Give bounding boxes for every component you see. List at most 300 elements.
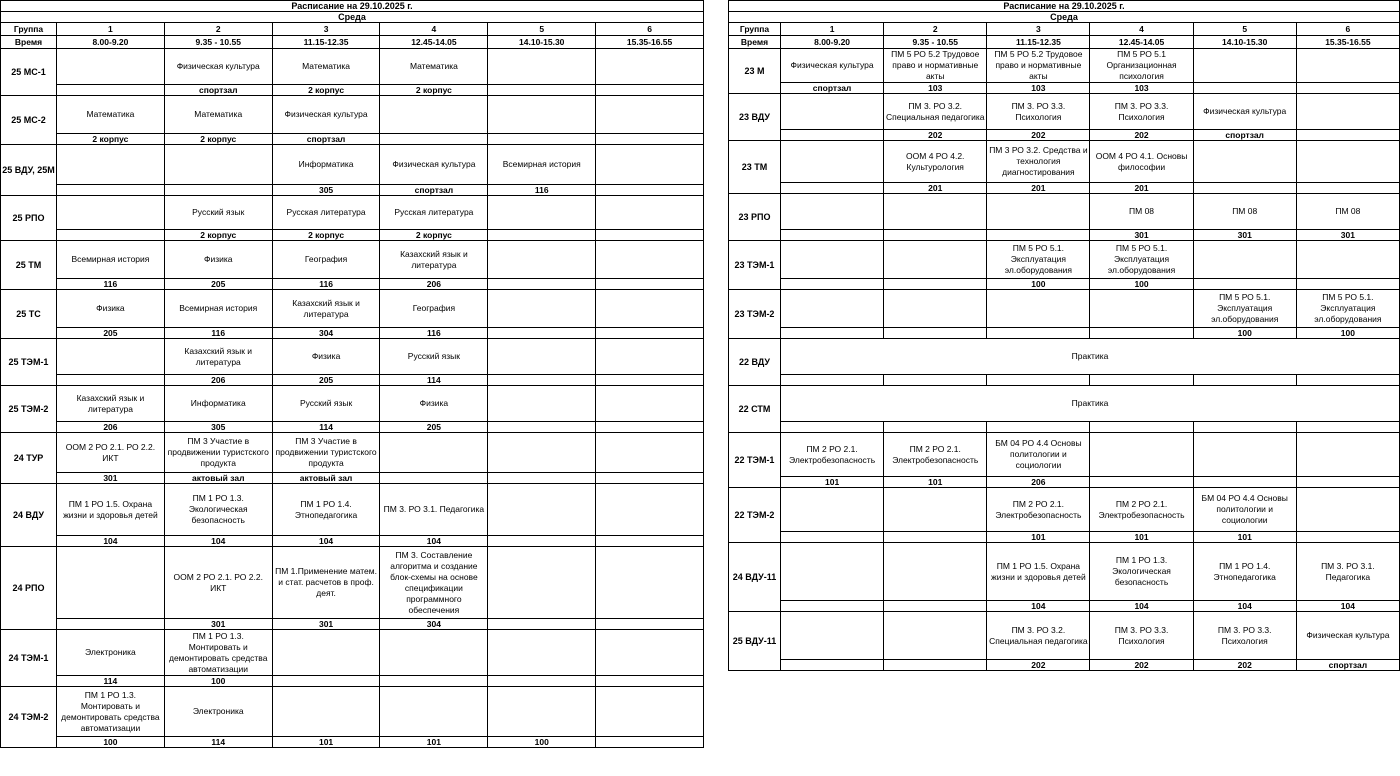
subject-cell: ПМ 3 Участие в продвижении туристского продукта: [164, 433, 272, 473]
subject-cell: ПМ 3. РО 3.2. Специальная педагогика: [884, 94, 987, 130]
group-row: [729, 339, 1400, 375]
subject-cell: Математика: [57, 96, 165, 134]
schedule-title: Расписание на 29.10.2025 г.: [729, 1, 1400, 12]
room-row: [1, 328, 704, 339]
room-cell: [1090, 477, 1193, 488]
group-name: 25 МС-2: [1, 96, 57, 145]
group-name: 25 ВДУ-11: [729, 612, 781, 671]
subject-cell: [781, 241, 884, 279]
room-cell: [596, 676, 704, 687]
subject-cell: ПМ 3. РО 3.3. Психология: [1193, 612, 1296, 660]
room-cell: 2 корпус: [272, 230, 380, 241]
subject-cell: ПМ 1 РО 1.3. Экологическая безопасность: [164, 484, 272, 536]
group-name: 22 ТЭМ-2: [729, 488, 781, 543]
room-cell: [781, 130, 884, 141]
room-row: [1, 230, 704, 241]
lesson-number-header: 4: [380, 23, 488, 36]
room-cell: [884, 532, 987, 543]
room-cell: [781, 279, 884, 290]
room-row: [729, 83, 1400, 94]
room-cell: [596, 328, 704, 339]
subject-cell: Физика: [164, 241, 272, 279]
room-cell: [781, 532, 884, 543]
room-cell: 301: [1296, 230, 1399, 241]
room-cell: [380, 134, 488, 145]
subject-cell: [1193, 241, 1296, 279]
room-row: [1, 737, 704, 748]
time-header: Время: [729, 36, 781, 49]
subject-cell: ПМ 1.Применение матем. и стат. расчетов в проф. деят.: [272, 547, 380, 619]
subject-cell: [1296, 433, 1399, 477]
subject-cell: [596, 241, 704, 279]
room-cell: [781, 422, 884, 433]
subject-cell: ПМ 5 РО 5.2 Трудовое право и нормативные акты: [987, 49, 1090, 83]
lesson-time-header: 12.45-14.05: [380, 36, 488, 49]
room-row: [1, 536, 704, 547]
room-cell: [1296, 375, 1399, 386]
room-cell: [1090, 422, 1193, 433]
group-row: [729, 49, 1400, 83]
room-cell: актовый зал: [272, 473, 380, 484]
room-cell: 2 корпус: [380, 85, 488, 96]
lesson-time-header: 9.35 - 10.55: [164, 36, 272, 49]
room-cell: [488, 536, 596, 547]
room-cell: [488, 375, 596, 386]
room-cell: 201: [987, 183, 1090, 194]
subject-cell: ПМ 08: [1193, 194, 1296, 230]
subject-cell: Всемирная история: [164, 290, 272, 328]
subject-cell: Физическая культура: [1193, 94, 1296, 130]
room-cell: 206: [57, 422, 165, 433]
group-row: [729, 543, 1400, 601]
room-cell: [1193, 279, 1296, 290]
room-cell: 305: [272, 185, 380, 196]
subject-cell: ПМ 3. РО 3.3. Психология: [1090, 94, 1193, 130]
subject-cell: [884, 543, 987, 601]
group-name: 23 ТЭМ-1: [729, 241, 781, 290]
lesson-time-header: 11.15-12.35: [272, 36, 380, 49]
subject-cell: БМ 04 РО 4.4 Основы политологии и социологии: [987, 433, 1090, 477]
room-cell: 114: [380, 375, 488, 386]
room-cell: 114: [272, 422, 380, 433]
room-cell: 301: [272, 619, 380, 630]
room-cell: 206: [380, 279, 488, 290]
group-name: 22 ТЭМ-1: [729, 433, 781, 488]
group-name: 23 М: [729, 49, 781, 94]
subject-cell: Физика: [380, 386, 488, 422]
room-cell: [57, 375, 165, 386]
room-cell: 304: [272, 328, 380, 339]
subject-cell: [57, 49, 165, 85]
lesson-time-header: 9.35 - 10.55: [884, 36, 987, 49]
subject-cell: ПМ 5 РО 5.1. Эксплуатация эл.оборудования: [1090, 241, 1193, 279]
subject-cell: Математика: [272, 49, 380, 85]
room-cell: 101: [884, 477, 987, 488]
subject-cell: Информатика: [272, 145, 380, 185]
group-name: 24 ВДУ-11: [729, 543, 781, 612]
subject-cell: Казахский язык и литература: [272, 290, 380, 328]
subject-cell: [596, 96, 704, 134]
subject-cell: ПМ 3 Участие в продвижении туристского продукта: [272, 433, 380, 473]
schedule-table-left: [0, 0, 704, 748]
subject-cell: Казахский язык и литература: [57, 386, 165, 422]
subject-cell: Казахский язык и литература: [164, 339, 272, 375]
room-cell: [781, 230, 884, 241]
subject-cell: Физическая культура: [380, 145, 488, 185]
room-row: [729, 477, 1400, 488]
room-cell: [781, 660, 884, 671]
room-cell: [1296, 422, 1399, 433]
schedule-title: Расписание на 29.10.2025 г.: [1, 1, 704, 12]
subject-cell: [57, 547, 165, 619]
subject-cell: [596, 547, 704, 619]
room-cell: [596, 375, 704, 386]
subject-cell: Физическая культура: [1296, 612, 1399, 660]
lesson-time-header: 11.15-12.35: [987, 36, 1090, 49]
lesson-time-header: 15.35-16.55: [596, 36, 704, 49]
subject-cell: Информатика: [164, 386, 272, 422]
lesson-number-header: 6: [596, 23, 704, 36]
subject-cell: [272, 630, 380, 676]
lesson-number-header: 2: [164, 23, 272, 36]
group-row: [1, 339, 704, 375]
room-row: [729, 601, 1400, 612]
subject-cell: ПМ 08: [1090, 194, 1193, 230]
room-cell: [488, 473, 596, 484]
room-cell: 305: [164, 422, 272, 433]
room-cell: 101: [1193, 532, 1296, 543]
subject-cell: [488, 630, 596, 676]
subject-cell: Русский язык: [164, 196, 272, 230]
room-cell: 104: [987, 601, 1090, 612]
room-cell: [884, 660, 987, 671]
lesson-number-header: 3: [987, 23, 1090, 36]
group-row: [729, 241, 1400, 279]
subject-cell: ПМ 2 РО 2.1. Электробезопасность: [781, 433, 884, 477]
group-row: [729, 386, 1400, 422]
subject-cell: [380, 96, 488, 134]
subject-cell: Математика: [380, 49, 488, 85]
room-cell: [1296, 477, 1399, 488]
subject-cell: ПМ 1 РО 1.4. Этнопедагогика: [272, 484, 380, 536]
room-row: [1, 676, 704, 687]
room-cell: 301: [57, 473, 165, 484]
lesson-time-header: 8.00-9.20: [57, 36, 165, 49]
room-row: [1, 134, 704, 145]
subject-cell: Электроника: [57, 630, 165, 676]
group-row: [1, 241, 704, 279]
subject-cell: Физическая культура: [781, 49, 884, 83]
room-row: [729, 183, 1400, 194]
group-name: 23 ТЭМ-2: [729, 290, 781, 339]
room-cell: 101: [1090, 532, 1193, 543]
room-row: [1, 85, 704, 96]
room-cell: [488, 85, 596, 96]
subject-cell: [1296, 141, 1399, 183]
subject-cell: [884, 290, 987, 328]
subject-cell: [1193, 433, 1296, 477]
subject-cell: [488, 386, 596, 422]
subject-cell: [488, 433, 596, 473]
room-cell: [781, 375, 884, 386]
room-cell: 201: [1090, 183, 1193, 194]
room-cell: [488, 676, 596, 687]
room-cell: 202: [884, 130, 987, 141]
subject-cell: ПМ 2 РО 2.1. Электробезопасность: [987, 488, 1090, 532]
room-cell: 104: [1090, 601, 1193, 612]
lesson-number-header: 5: [488, 23, 596, 36]
subject-cell: [884, 241, 987, 279]
subject-cell: [488, 96, 596, 134]
lesson-number-header: 6: [1296, 23, 1399, 36]
group-row: [1, 49, 704, 85]
room-cell: [1090, 328, 1193, 339]
room-cell: [488, 279, 596, 290]
subject-cell: [596, 687, 704, 737]
subject-cell: [1193, 141, 1296, 183]
room-row: [1, 185, 704, 196]
room-cell: [884, 422, 987, 433]
subject-cell: Русский язык: [380, 339, 488, 375]
subject-cell: [596, 196, 704, 230]
subject-cell: [596, 290, 704, 328]
subject-cell: [488, 339, 596, 375]
subject-cell: [1296, 488, 1399, 532]
group-row: [729, 433, 1400, 477]
subject-cell: ООМ 4 РО 4.1. Основы философии: [1090, 141, 1193, 183]
subject-cell: БМ 04 РО 4.4 Основы политологии и социологии: [1193, 488, 1296, 532]
subject-cell: ПМ 3. РО 3.3. Психология: [1090, 612, 1193, 660]
subject-cell: [272, 687, 380, 737]
room-cell: [1296, 130, 1399, 141]
room-cell: 301: [164, 619, 272, 630]
room-cell: 2 корпус: [164, 230, 272, 241]
subject-cell: Электроника: [164, 687, 272, 737]
group-row: [1, 484, 704, 536]
subject-cell: [596, 145, 704, 185]
subject-cell: [781, 94, 884, 130]
room-cell: спортзал: [380, 185, 488, 196]
room-cell: 116: [272, 279, 380, 290]
room-cell: [781, 601, 884, 612]
subject-cell: ПМ 3. РО 3.1. Педагогика: [1296, 543, 1399, 601]
group-row: [1, 630, 704, 676]
room-cell: 114: [57, 676, 165, 687]
room-cell: [596, 279, 704, 290]
subject-cell: ПМ 1 РО 1.3. Экологическая безопасность: [1090, 543, 1193, 601]
subject-cell: Всемирная история: [488, 145, 596, 185]
room-cell: спортзал: [1296, 660, 1399, 671]
subject-cell: [488, 196, 596, 230]
subject-cell: ПМ 3. РО 3.2. Специальная педагогика: [987, 612, 1090, 660]
group-name: 23 РПО: [729, 194, 781, 241]
subject-cell: [1296, 49, 1399, 83]
room-cell: 114: [164, 737, 272, 748]
room-cell: [781, 328, 884, 339]
group-row: [1, 687, 704, 737]
room-row: [1, 422, 704, 433]
room-cell: 301: [1193, 230, 1296, 241]
subject-cell: [884, 612, 987, 660]
subject-cell: [596, 339, 704, 375]
room-cell: спортзал: [272, 134, 380, 145]
room-cell: [488, 619, 596, 630]
subject-cell: ПМ 2 РО 2.1. Электробезопасность: [1090, 488, 1193, 532]
subject-cell: [596, 484, 704, 536]
room-cell: 202: [987, 130, 1090, 141]
room-cell: 104: [272, 536, 380, 547]
group-row: [1, 96, 704, 134]
room-cell: [272, 676, 380, 687]
subject-cell: ПМ 1 РО 1.5. Охрана жизни и здоровья детей: [57, 484, 165, 536]
subject-cell: ПМ 1 РО 1.3. Монтировать и демонтировать средства автоматизации: [57, 687, 165, 737]
room-cell: 202: [1090, 130, 1193, 141]
room-cell: 100: [1193, 328, 1296, 339]
group-header: Группа: [729, 23, 781, 36]
subject-cell: [488, 484, 596, 536]
subject-cell: [57, 145, 165, 185]
room-cell: [781, 183, 884, 194]
lesson-number-header: 2: [884, 23, 987, 36]
room-cell: [987, 230, 1090, 241]
subject-cell: [781, 543, 884, 601]
subject-cell: [164, 145, 272, 185]
group-row: [1, 145, 704, 185]
subject-cell: [1090, 433, 1193, 477]
room-cell: 2 корпус: [380, 230, 488, 241]
room-row: [1, 375, 704, 386]
schedule-table-right: [728, 0, 1400, 671]
room-cell: [987, 375, 1090, 386]
room-cell: актовый зал: [164, 473, 272, 484]
schedule-sheet-right: [728, 0, 1400, 671]
day-label: Среда: [1, 12, 704, 23]
room-cell: 101: [380, 737, 488, 748]
subject-cell: [987, 290, 1090, 328]
room-cell: спортзал: [781, 83, 884, 94]
room-cell: 103: [987, 83, 1090, 94]
group-name: 25 ТС: [1, 290, 57, 339]
subject-cell: [1296, 94, 1399, 130]
room-cell: 100: [987, 279, 1090, 290]
room-cell: [596, 422, 704, 433]
subject-cell: ПМ 3 РО 3.2. Средства и технология диагностирования: [987, 141, 1090, 183]
room-cell: [596, 473, 704, 484]
subject-cell: [596, 49, 704, 85]
subject-cell: ПМ 5 РО 5.1. Эксплуатация эл.оборудования: [987, 241, 1090, 279]
room-cell: [596, 85, 704, 96]
lesson-time-header: 15.35-16.55: [1296, 36, 1399, 49]
subject-cell: [781, 141, 884, 183]
schedule-sheet-left: [0, 0, 704, 748]
subject-cell: ПМ 3. Составление алгоритма и создание блок-схемы на основе спецификации программного обеспечения: [380, 547, 488, 619]
room-cell: [380, 676, 488, 687]
time-header: Время: [1, 36, 57, 49]
room-row: [729, 279, 1400, 290]
room-row: [729, 328, 1400, 339]
group-row: [1, 290, 704, 328]
subject-cell: [488, 241, 596, 279]
room-cell: спортзал: [164, 85, 272, 96]
room-cell: [1296, 183, 1399, 194]
subject-cell: [380, 433, 488, 473]
subject-cell: [488, 49, 596, 85]
group-name: 25 ТМ: [1, 241, 57, 290]
room-row: [729, 532, 1400, 543]
group-row: [1, 196, 704, 230]
room-cell: [596, 134, 704, 145]
room-cell: 100: [164, 676, 272, 687]
lesson-time-header: 8.00-9.20: [781, 36, 884, 49]
subject-cell: Физическая культура: [164, 49, 272, 85]
subject-cell: ПМ 5 РО 5.1. Эксплуатация эл.оборудования: [1296, 290, 1399, 328]
room-cell: 104: [57, 536, 165, 547]
room-cell: 104: [380, 536, 488, 547]
room-cell: [488, 230, 596, 241]
subject-cell: [596, 386, 704, 422]
room-cell: 304: [380, 619, 488, 630]
subject-cell: ПМ 3. РО 3.1. Педагогика: [380, 484, 488, 536]
subject-cell: Русская литература: [272, 196, 380, 230]
room-cell: 205: [272, 375, 380, 386]
group-name: 24 ВДУ: [1, 484, 57, 547]
room-cell: [1296, 532, 1399, 543]
group-row: [729, 194, 1400, 230]
subject-cell: [488, 547, 596, 619]
group-row: [1, 547, 704, 619]
subject-cell: ПМ 08: [1296, 194, 1399, 230]
subject-cell: ПМ 5 РО 5.1 Организационная психология: [1090, 49, 1193, 83]
room-cell: 201: [884, 183, 987, 194]
room-cell: [57, 85, 165, 96]
merged-activity-cell: Практика: [781, 339, 1400, 375]
room-cell: [488, 422, 596, 433]
group-name: 25 ТЭМ-1: [1, 339, 57, 386]
group-name: 25 МС-1: [1, 49, 57, 96]
room-row: [729, 130, 1400, 141]
group-name: 23 ВДУ: [729, 94, 781, 141]
room-cell: [57, 230, 165, 241]
merged-activity-cell: Практика: [781, 386, 1400, 422]
room-cell: 116: [380, 328, 488, 339]
group-name: 24 ТЭМ-2: [1, 687, 57, 748]
subject-cell: [488, 290, 596, 328]
subject-cell: [488, 687, 596, 737]
subject-cell: [1296, 241, 1399, 279]
room-cell: [488, 134, 596, 145]
room-cell: 116: [57, 279, 165, 290]
group-row: [729, 488, 1400, 532]
group-row: [1, 433, 704, 473]
group-header: Группа: [1, 23, 57, 36]
subject-cell: [781, 612, 884, 660]
subject-cell: Казахский язык и литература: [380, 241, 488, 279]
room-cell: [987, 422, 1090, 433]
room-cell: [1193, 375, 1296, 386]
group-row: [729, 290, 1400, 328]
lesson-number-header: 3: [272, 23, 380, 36]
group-name: 25 ТЭМ-2: [1, 386, 57, 433]
room-row: [729, 660, 1400, 671]
lesson-time-header: 12.45-14.05: [1090, 36, 1193, 49]
room-cell: 206: [987, 477, 1090, 488]
subject-cell: [380, 630, 488, 676]
subject-cell: ООМ 2 РО 2.1. РО 2.2. ИКТ: [57, 433, 165, 473]
room-row: [1, 619, 704, 630]
room-cell: 116: [164, 328, 272, 339]
subject-cell: [781, 290, 884, 328]
room-cell: [164, 185, 272, 196]
